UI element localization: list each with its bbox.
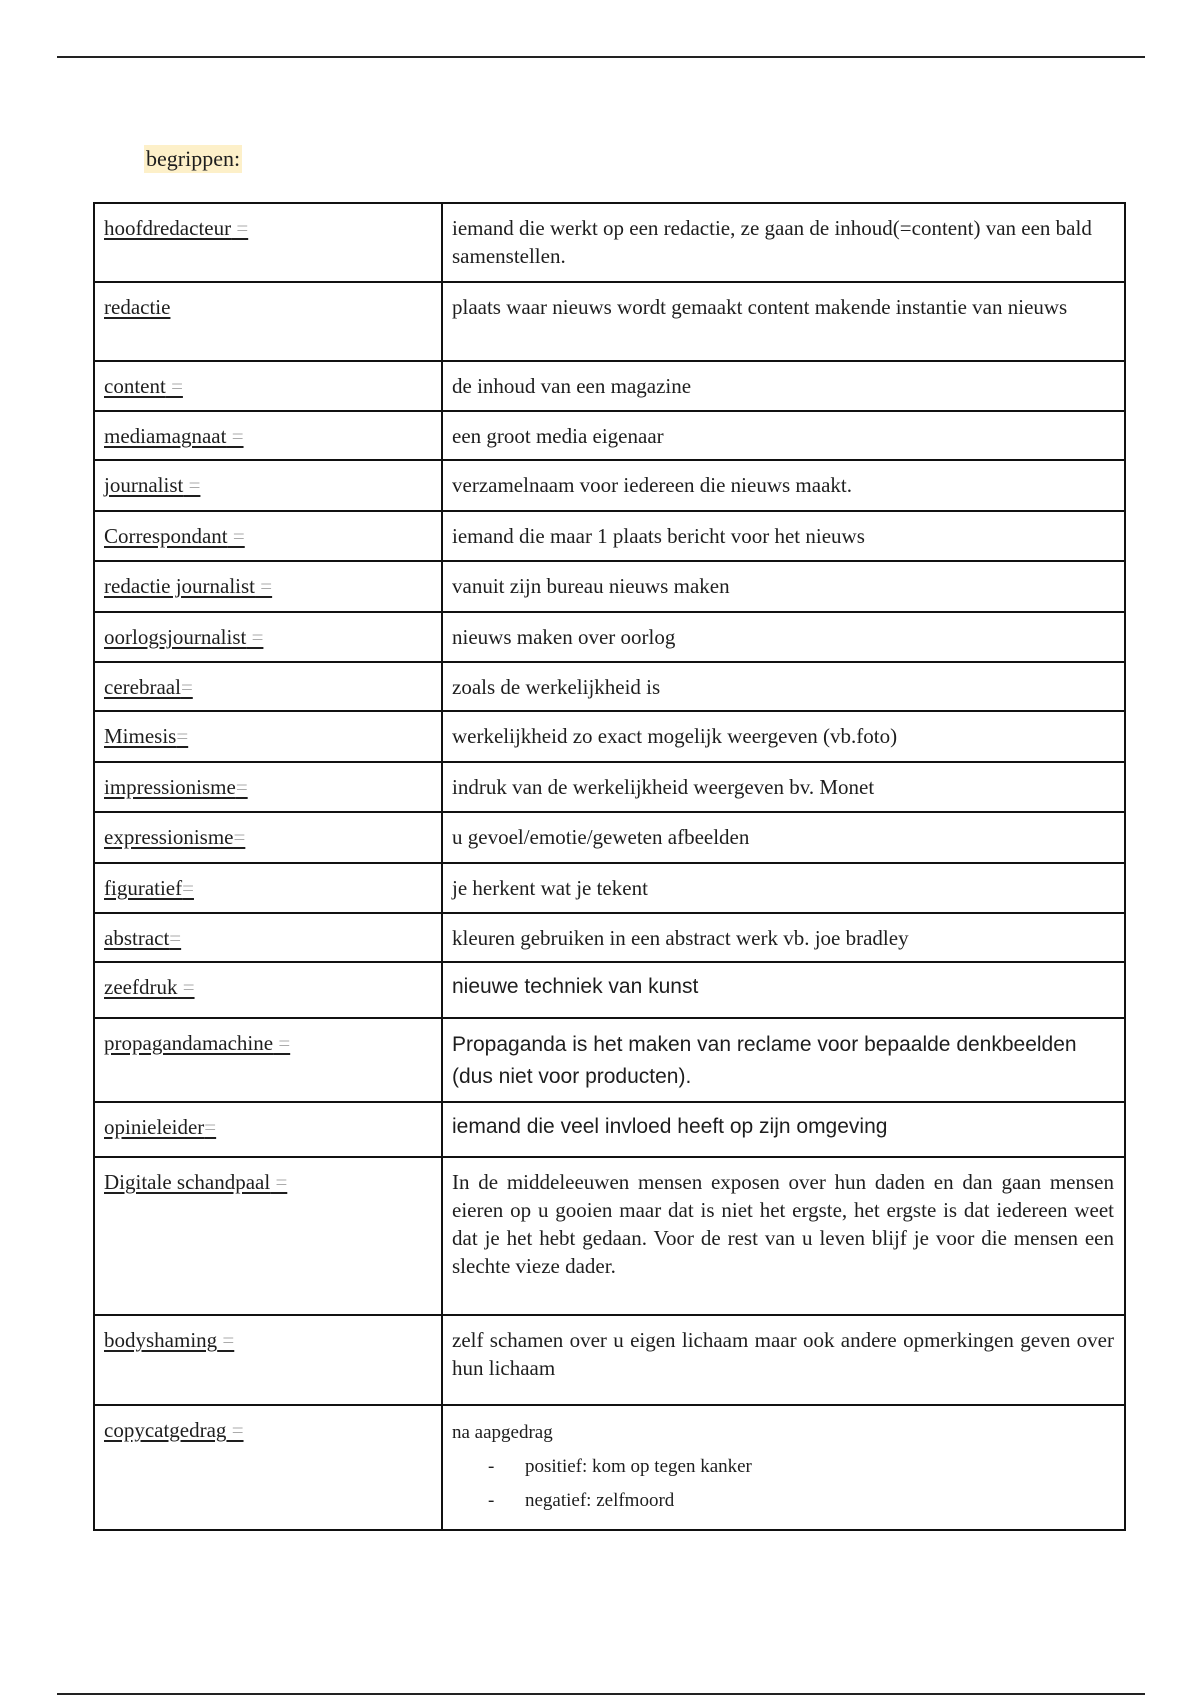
equals-sign: =: [227, 524, 245, 548]
definition-cell: kleuren gebruiken in een abstract werk vb. joe bradley: [442, 913, 1125, 962]
term-label: opinieleider: [104, 1115, 205, 1139]
term-label: bodyshaming: [104, 1328, 218, 1352]
table-row: [94, 812, 1125, 863]
term-label: content: [104, 374, 166, 398]
table-row: [94, 1018, 1125, 1102]
definition-cell: je herkent wat je tekent: [442, 863, 1125, 913]
definition-cell: indruk van de werkelijkheid weergeven bv. Monet: [442, 762, 1125, 812]
equals-sign: =: [270, 1170, 288, 1194]
definition-cell: iemand die werkt op een redactie, ze gaan de inhoud(=content) van een bald samenstellen.: [442, 203, 1125, 282]
term-label: mediamagnaat: [104, 424, 227, 448]
term-label: expressionisme: [104, 825, 234, 849]
term-cell: [94, 460, 442, 511]
term-label: figuratief: [104, 876, 183, 900]
term-label: oorlogsjournalist: [104, 625, 247, 649]
equals-sign: =: [165, 374, 183, 398]
definition-cell: u gevoel/emotie/geweten afbeelden: [442, 812, 1125, 863]
equals-sign: =: [231, 216, 249, 240]
term-cell: [94, 863, 442, 913]
definition-cell: verzamelnaam voor iedereen die nieuws maakt.: [442, 460, 1125, 511]
definition-cell: werkelijkheid zo exact mogelijk weergeven (vb.foto): [442, 711, 1125, 762]
term-label: impressionisme: [104, 775, 236, 799]
definition-text: na aapgedrag: [452, 1422, 553, 1443]
term-cell: [94, 561, 442, 612]
term-cell: [94, 511, 442, 561]
term-label: journalist: [104, 473, 184, 497]
equals-sign: =: [183, 473, 201, 497]
equals-sign: =: [233, 825, 246, 849]
table-row: [94, 1157, 1125, 1315]
definition-cell: plaats waar nieuws wordt gemaakt content makende instantie van nieuws: [442, 282, 1125, 361]
equals-sign: =: [176, 724, 189, 748]
list-item: - negatief: zelfmoord: [488, 1484, 1114, 1518]
definition-cell: nieuwe techniek van kunst: [442, 962, 1125, 1018]
table-row: [94, 863, 1125, 913]
term-label: zeefdruk: [104, 975, 178, 999]
term-cell: [94, 1018, 442, 1102]
term-cell: [94, 1315, 442, 1405]
terms-table: [93, 202, 1126, 1531]
term-cell: [94, 282, 442, 361]
term-cell: [94, 1405, 442, 1530]
term-label: abstract: [104, 926, 170, 950]
equals-sign: =: [226, 1418, 244, 1442]
definition-cell: zelf schamen over u eigen lichaam maar ook andere opmerkingen geven over hun lichaam: [442, 1315, 1125, 1405]
table-row: [94, 460, 1125, 511]
term-cell: [94, 203, 442, 282]
term-cell: [94, 913, 442, 962]
definition-cell: iemand die veel invloed heeft op zijn omgeving: [442, 1102, 1125, 1157]
table-row: [94, 711, 1125, 762]
definition-cell: In de middeleeuwen mensen exposen over hun daden en dan gaan mensen eieren op u gooien maar dat is niet het ergste, het ergste is dat iedereen weet dat je het hebt gedaan. Voor de rest van u leven blijf je voor die mensen een slechte vieze dader.: [442, 1157, 1125, 1315]
list-item: - positief: kom op tegen kanker: [488, 1450, 1114, 1484]
term-label: Mimesis: [104, 724, 177, 748]
table-row: [94, 361, 1125, 411]
term-label: propagandamachine: [104, 1031, 274, 1055]
page-heading: begrippen:: [146, 146, 241, 171]
equals-sign: =: [182, 876, 194, 900]
table-row: [94, 282, 1125, 361]
definition-cell: iemand die maar 1 plaats bericht voor het nieuws: [442, 511, 1125, 561]
term-cell: [94, 962, 442, 1018]
equals-sign: =: [180, 675, 193, 699]
equals-sign: =: [204, 1115, 217, 1139]
table-row: [94, 511, 1125, 561]
equals-sign: =: [169, 926, 182, 950]
table-row: [94, 1315, 1125, 1405]
term-label: Correspondant: [104, 524, 228, 548]
definition-cell: een groot media eigenaar: [442, 411, 1125, 460]
term-cell: [94, 612, 442, 662]
equals-sign: =: [177, 975, 195, 999]
table-row: [94, 411, 1125, 460]
equals-sign: =: [255, 574, 273, 598]
footer-rule: [57, 1693, 1145, 1695]
term-label: redactie: [104, 295, 171, 319]
term-label: cerebraal: [104, 675, 181, 699]
term-label: hoofdredacteur: [104, 216, 232, 240]
term-cell: [94, 762, 442, 812]
term-cell: [94, 411, 442, 460]
term-cell: [94, 1157, 442, 1315]
term-label: copycatgedrag: [104, 1418, 227, 1442]
table-row: [94, 662, 1125, 711]
table-row: [94, 561, 1125, 612]
definition-cell: [442, 1405, 1125, 1530]
term-cell: [94, 662, 442, 711]
equals-sign: =: [273, 1031, 291, 1055]
table-row: [94, 612, 1125, 662]
table-row: [94, 762, 1125, 812]
equals-sign: =: [217, 1328, 235, 1352]
term-cell: [94, 711, 442, 762]
table-row: [94, 962, 1125, 1018]
definition-cell: zoals de werkelijkheid is: [442, 662, 1125, 711]
term-label: Digitale schandpaal: [104, 1170, 271, 1194]
equals-sign: =: [235, 775, 248, 799]
equals-sign: =: [226, 424, 244, 448]
definition-cell: nieuws maken over oorlog: [442, 612, 1125, 662]
table-row: [94, 1405, 1125, 1530]
term-cell: [94, 361, 442, 411]
term-cell: [94, 1102, 442, 1157]
definition-cell: Propaganda is het maken van reclame voor bepaalde denkbeelden (dus niet voor producten).: [442, 1018, 1125, 1102]
equals-sign: =: [246, 625, 264, 649]
table-row: [94, 203, 1125, 282]
term-cell: [94, 812, 442, 863]
term-label: redactie journalist: [104, 574, 256, 598]
table-row: [94, 913, 1125, 962]
definition-sublist: [452, 1450, 1114, 1518]
definition-cell: de inhoud van een magazine: [442, 361, 1125, 411]
header-rule: [57, 56, 1145, 58]
table-row: [94, 1102, 1125, 1157]
definition-cell: vanuit zijn bureau nieuws maken: [442, 561, 1125, 612]
